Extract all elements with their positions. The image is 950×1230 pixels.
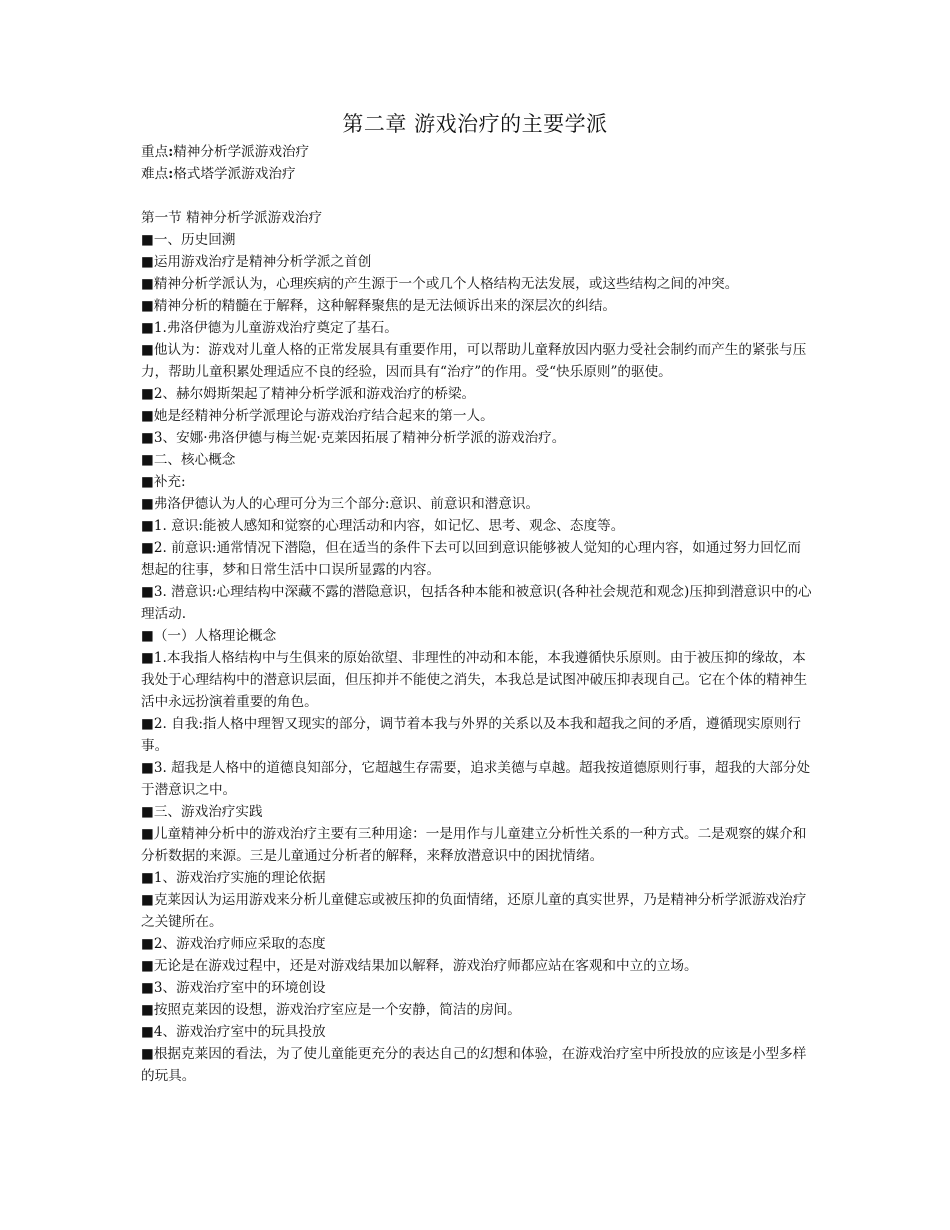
document-paragraph: ■2. 自我:指人格中理智又现实的部分，调节着本我与外界的关系以及本我和超我之间的矛盾，遵循现实原则行事。 — [141, 716, 802, 754]
document-paragraph: ■她是经精神分析学派理论与游戏治疗结合起来的第一人。 — [141, 408, 494, 424]
document-paragraph: ■按照克莱因的设想，游戏治疗室应是一个安静，简洁的房间。 — [141, 1002, 521, 1018]
body-lines — [141, 229, 813, 1087]
document-paragraph: ■2、游戏治疗师应采取的态度 — [141, 936, 326, 952]
section-heading: 第一节 精神分析学派游戏治疗 — [141, 210, 323, 226]
document-paragraph: ■2、赫尔姆斯架起了精神分析学派和游戏治疗的桥梁。 — [141, 386, 476, 402]
document-paragraph: ■根据克莱因的看法，为了使儿童能更充分的表达自己的幻想和体验，在游戏治疗室中所投放的应该是小型多样的玩具。 — [141, 1046, 807, 1084]
document-paragraph: ■运用游戏治疗是精神分析学派之首创 — [141, 254, 372, 270]
key-point-label: 重点 — [141, 144, 169, 160]
document-paragraph: ■3、游戏治疗室中的环境创设 — [141, 980, 326, 996]
document-paragraph: ■补充: — [141, 474, 186, 490]
difficulty-line — [141, 163, 813, 185]
document-paragraph: ■精神分析的精髓在于解释，这种解释聚焦的是无法倾诉出来的深层次的纠结。 — [141, 298, 617, 314]
document-paragraph: ■他认为：游戏对儿童人格的正常发展具有重要作用，可以帮助儿童释放因内驱力受社会制约而产生的紧张与压力，帮助儿童积累处理适应不良的经验，因而具有“治疗”的作用。受“快乐原则”的驱使。 — [141, 342, 807, 380]
document-paragraph: ■1.本我指人格结构中与生俱来的原始欲望、非理性的冲动和本能，本我遵循快乐原则。由于被压抑的缘故，本我处于心理结构中的潜意识层面，但压抑并不能使之消失，本我总是试图冲破压抑表现自己。它在个体的精神生活中永远扮演着重要的角色。 — [141, 650, 808, 710]
difficulty-label: 难点 — [141, 166, 169, 182]
document-paragraph: ■克莱因认为运用游戏来分析儿童健忘或被压抑的负面情绪，还原儿童的真实世界，乃是精神分析学派游戏治疗之关键所在。 — [141, 892, 807, 930]
document-paragraph: ■3. 潜意识:心理结构中深藏不露的潜隐意识，包括各种本能和被意识(各种社会规范和观念)压抑到潜意识中的心理活动. — [141, 584, 812, 622]
key-point-line — [141, 141, 813, 163]
key-point-text: 精神分析学派游戏治疗 — [173, 144, 310, 160]
document-paragraph: ■三、游戏治疗实践 — [141, 804, 263, 820]
document-paragraph: ■3、安娜·弗洛伊德与梅兰妮·克莱因拓展了精神分析学派的游戏治疗。 — [141, 430, 566, 446]
document-paragraph: ■1.弗洛伊德为儿童游戏治疗奠定了基石。 — [141, 320, 398, 336]
document-paragraph: ■无论是在游戏过程中，还是对游戏结果加以解释，游戏治疗师都应站在客观和中立的立场。 — [141, 958, 698, 974]
document-paragraph: ■精神分析学派认为，心理疾病的产生源于一个或几个人格结构无法发展，或这些结构之间的冲突。 — [141, 276, 739, 292]
document-paragraph: ■1、游戏治疗实施的理论依据 — [141, 870, 326, 886]
document-paragraph: ■（一）人格理论概念 — [141, 628, 277, 644]
document-paragraph: ■一、历史回溯 — [141, 232, 236, 248]
key-point-colon: : — [168, 144, 174, 160]
document-paragraph: ■1. 意识:能被人感知和觉察的心理活动和内容，如记忆、思考、观念、态度等。 — [141, 518, 625, 534]
difficulty-colon: : — [168, 166, 174, 182]
paragraph-gap — [141, 185, 813, 207]
document-paragraph: ■二、核心概念 — [141, 452, 236, 468]
chapter-title: 第二章 游戏治疗的主要学派 — [342, 112, 608, 136]
document-paragraph: ■儿童精神分析中的游戏治疗主要有三种用途：一是用作与儿童建立分析性关系的一种方式。二是观察的媒介和分析数据的来源。三是儿童通过分析者的解释，来释放潜意识中的困扰情绪。 — [141, 826, 807, 864]
document-paragraph: ■弗洛伊德认为人的心理可分为三个部分:意识、前意识和潜意识。 — [141, 496, 540, 512]
document-paragraph: ■2. 前意识:通常情况下潜隐，但在适当的条件下去可以回到意识能够被人觉知的心理内容，如通过努力回忆而想起的往事，梦和日常生活中口误所显露的内容。 — [141, 540, 802, 578]
difficulty-text: 格式塔学派游戏治疗 — [173, 166, 296, 182]
document-paragraph: ■4、游戏治疗室中的玩具投放 — [141, 1024, 326, 1040]
document-paragraph: ■3. 超我是人格中的道德良知部分，它超越生存需要，追求美德与卓越。超我按道德原则行事，超我的大部分处于潜意识之中。 — [141, 760, 811, 798]
document-body — [141, 141, 813, 1087]
